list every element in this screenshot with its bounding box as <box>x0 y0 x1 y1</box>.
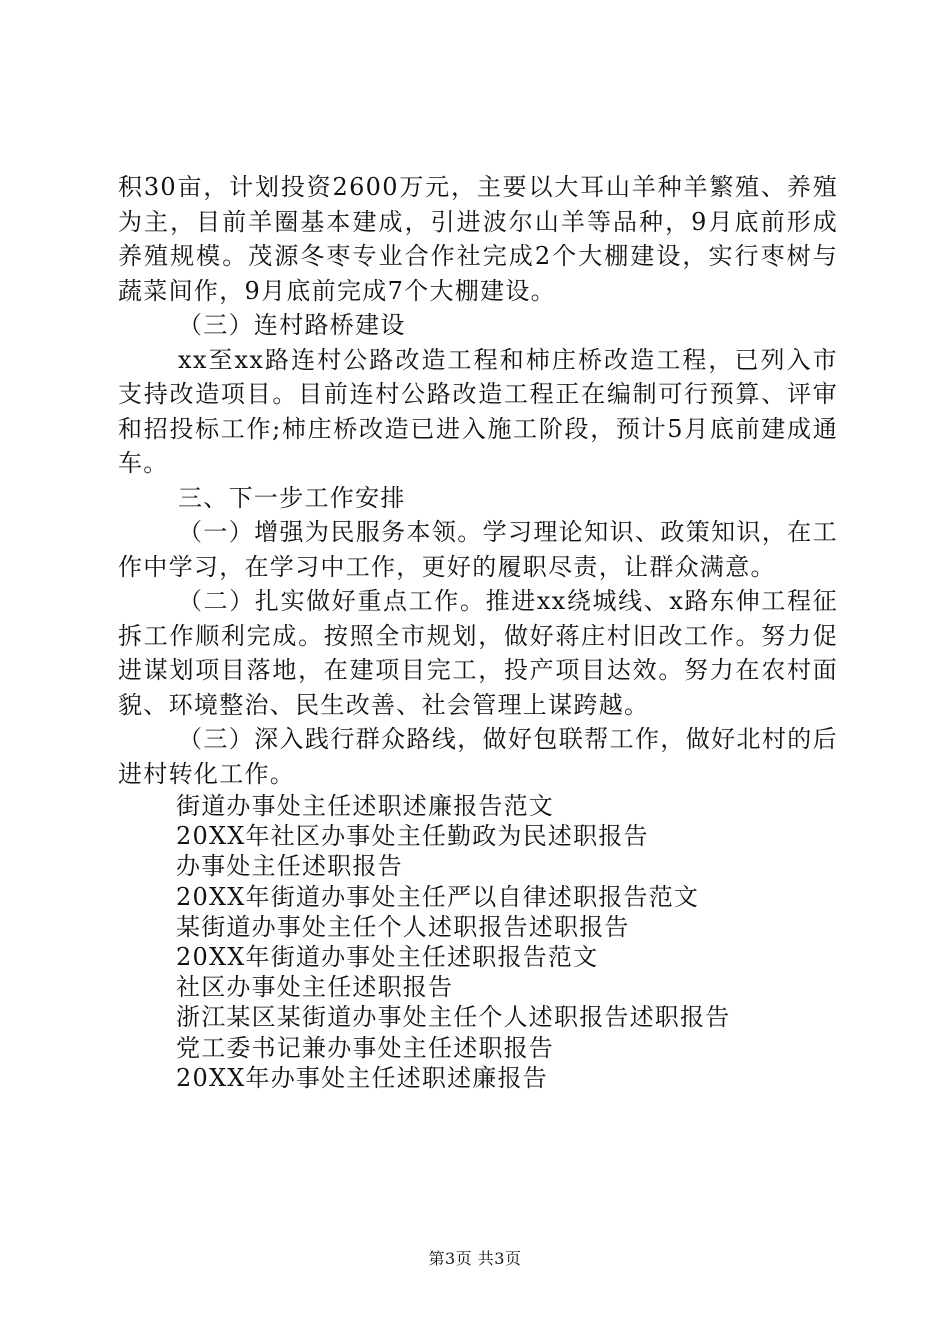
paragraph: （二）扎实做好重点工作。推进xx绕城线、x路东伸工程征拆工作顺利完成。按照全市规划，做好蒋庄村旧改工作。努力促进谋划项目落地，在建项目完工，投产项目达效。努力在农村面貌、环境整治、民生改善、社会管理上谋跨越。 <box>118 587 838 719</box>
paragraph: （三）深入践行群众路线，做好包联帮工作，做好北村的后进村转化工作。 <box>118 725 838 788</box>
related-title-item: 某街道办事处主任个人述职报告述职报告 <box>176 912 630 941</box>
related-titles-list <box>118 791 838 1093</box>
related-title-item: 办事处主任述职报告 <box>176 852 403 881</box>
related-title-item: 20XX年街道办事处主任述职报告范文 <box>176 943 599 972</box>
related-title-item: 20XX年街道办事处主任严以自律述职报告范文 <box>176 882 700 911</box>
section-heading-next-steps: 三、下一步工作安排 <box>178 483 406 512</box>
related-title-item: 浙江某区某街道办事处主任个人述职报告述职报告 <box>176 1003 731 1032</box>
related-title-item: 社区办事处主任述职报告 <box>176 973 454 1002</box>
paragraph: 积30亩，计划投资2600万元，主要以大耳山羊种羊繁殖、养殖为主，目前羊圈基本建成，引进波尔山羊等品种，9月底前形成养殖规模。茂源冬枣专业合作社完成2个大棚建设，实行枣树与蔬菜间作，9月底前完成7个大棚建设。 <box>118 173 838 305</box>
related-title-item: 党工委书记兼办事处主任述职报告 <box>176 1033 554 1062</box>
related-title-item: 20XX年办事处主任述职述廉报告 <box>176 1063 548 1092</box>
paragraph: （一）增强为民服务本领。学习理论知识、政策知识，在工作中学习，在学习中工作，更好的履职尽责，让群众满意。 <box>118 518 838 581</box>
section-heading-lianchun-roads: （三）连村路桥建设 <box>178 311 406 339</box>
document-body <box>118 170 838 1093</box>
related-title-item: 20XX年社区办事处主任勤政为民述职报告 <box>176 822 649 851</box>
related-title-item: 街道办事处主任述职述廉报告范文 <box>176 792 554 820</box>
paragraph: xx至xx路连村公路改造工程和柿庄桥改造工程，已列入市支持改造项目。目前连村公路改造工程正在编制可行预算、评审和招投标工作;柿庄桥改造已进入施工阶段，预计5月底前建成通车。 <box>118 345 838 477</box>
page-footer: 第3页 共3页 <box>428 1249 522 1268</box>
